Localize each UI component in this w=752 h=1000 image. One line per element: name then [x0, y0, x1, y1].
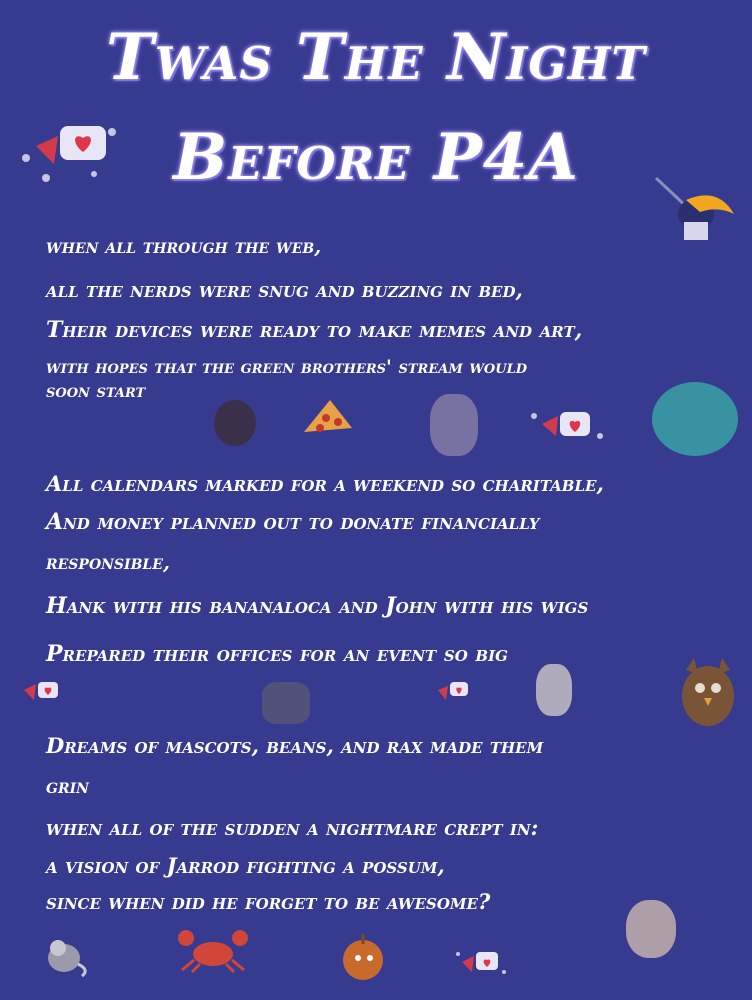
- poem-line: a vision of Jarrod fighting a possum,: [46, 853, 445, 878]
- heart-sticker-icon: [14, 676, 64, 706]
- onion-icon: [338, 930, 388, 982]
- poem-line: All calendars marked for a weekend so charitable,: [46, 471, 604, 496]
- poem-line: when all through the web,: [46, 234, 322, 258]
- poem-line: soon start: [46, 380, 146, 402]
- heart-sticker-icon: [454, 948, 508, 978]
- poem-line: with hopes that the green brothers' stream would: [46, 356, 528, 378]
- avatar: [430, 394, 478, 456]
- title-line-2: Before P4A: [173, 120, 579, 195]
- crab-icon: [174, 926, 252, 974]
- poem-line: Hank with his bananaloca and John with his wigs: [46, 593, 589, 619]
- poem-line: when all of the sudden a nightmare crept in:: [46, 815, 539, 840]
- avatar: [214, 400, 256, 446]
- poem-line: since when did he forget to be awesome?: [46, 889, 491, 914]
- avatar: [652, 382, 738, 456]
- heart-sticker-icon: [16, 118, 126, 190]
- toucan-icon: [648, 168, 738, 248]
- poem-line: And money planned out to donate financially: [46, 509, 540, 535]
- poem-line: Prepared their offices for an event so big: [46, 641, 508, 667]
- furby-icon: [676, 656, 740, 730]
- possum-icon: [42, 934, 92, 978]
- poem-line: Their devices were ready to make memes and art,: [46, 317, 583, 343]
- heart-sticker-icon: [528, 406, 610, 446]
- avatar: [536, 664, 572, 716]
- poem-line: grin: [46, 774, 89, 798]
- poem-line: Dreams of mascots, beans, and rax made them: [46, 733, 544, 758]
- avatar: [626, 900, 676, 958]
- heart-sticker-icon: [432, 678, 472, 706]
- poem-line: responsible,: [46, 550, 170, 574]
- title-line-1: Twas The Night: [106, 20, 646, 95]
- pizza-icon: [300, 396, 356, 436]
- poem-line: all the nerds were snug and buzzing in bed,: [46, 277, 523, 302]
- avatar: [262, 682, 310, 724]
